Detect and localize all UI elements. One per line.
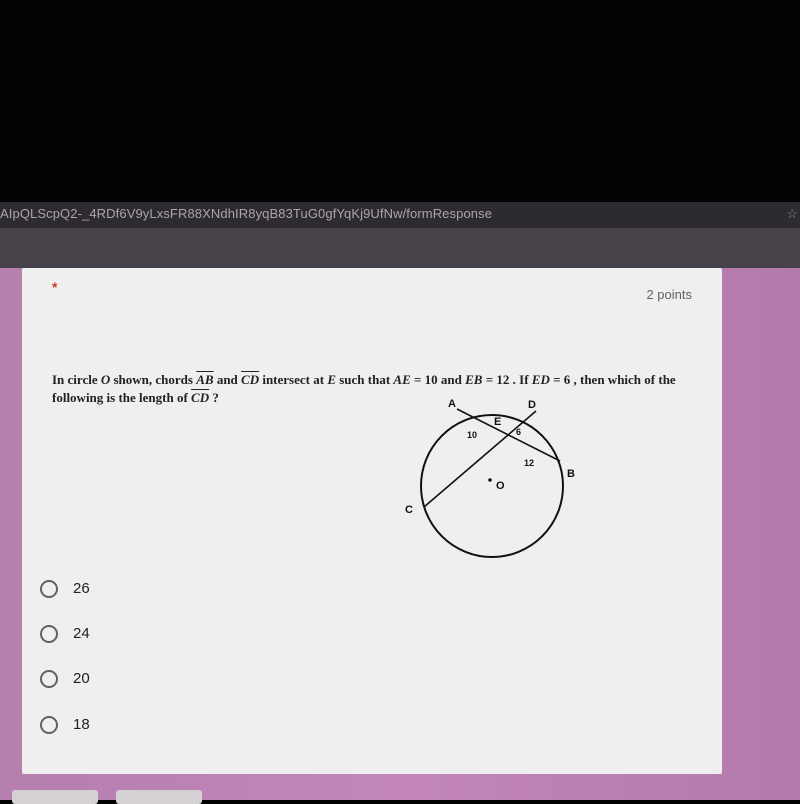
label-e: E <box>494 416 502 428</box>
next-button[interactable] <box>116 790 202 804</box>
back-button[interactable] <box>12 790 98 804</box>
chord-cd <box>424 411 536 507</box>
points-label: 2 points <box>646 287 692 302</box>
required-asterisk: * <box>52 279 58 295</box>
address-bar[interactable] <box>0 202 800 228</box>
bookmark-star-icon[interactable]: ☆ <box>786 206 798 221</box>
question-text: In circle O shown, chords $\overline{AB}$ and $\overline{CD}$ intersect at E such that AE = 10 and EB = 12 . If ED = 6 , then which of the following is the length of $\overline{CD}$ ? <box>52 372 676 405</box>
option-label[interactable]: 26 <box>73 580 90 597</box>
label-c: C <box>405 504 413 516</box>
length-ed: 6 <box>516 427 522 437</box>
radio-button[interactable] <box>40 670 58 688</box>
label-a: A <box>448 398 456 410</box>
label-d: D <box>528 399 536 411</box>
circle-outline <box>421 415 563 557</box>
radio-button[interactable] <box>40 580 58 598</box>
option-label[interactable]: 24 <box>73 625 90 642</box>
center-dot <box>488 478 492 482</box>
length-eb: 12 <box>524 458 535 468</box>
label-b: B <box>567 468 575 480</box>
browser-toolbar-strip <box>0 228 800 268</box>
circle-diagram <box>395 393 595 558</box>
url-text[interactable]: AIpQLScpQ2-_4RDf6V9yLxsFR88XNdhIR8yqB83TuG0gfYqKj9UfNw/formResponse <box>0 206 493 221</box>
radio-button[interactable] <box>40 716 58 734</box>
option-label[interactable]: 20 <box>73 670 90 687</box>
question-card <box>22 268 722 774</box>
black-bezel <box>0 0 800 202</box>
length-ae: 10 <box>467 430 478 440</box>
radio-button[interactable] <box>40 625 58 643</box>
label-o: O <box>496 480 505 492</box>
option-label[interactable]: 18 <box>73 716 90 733</box>
